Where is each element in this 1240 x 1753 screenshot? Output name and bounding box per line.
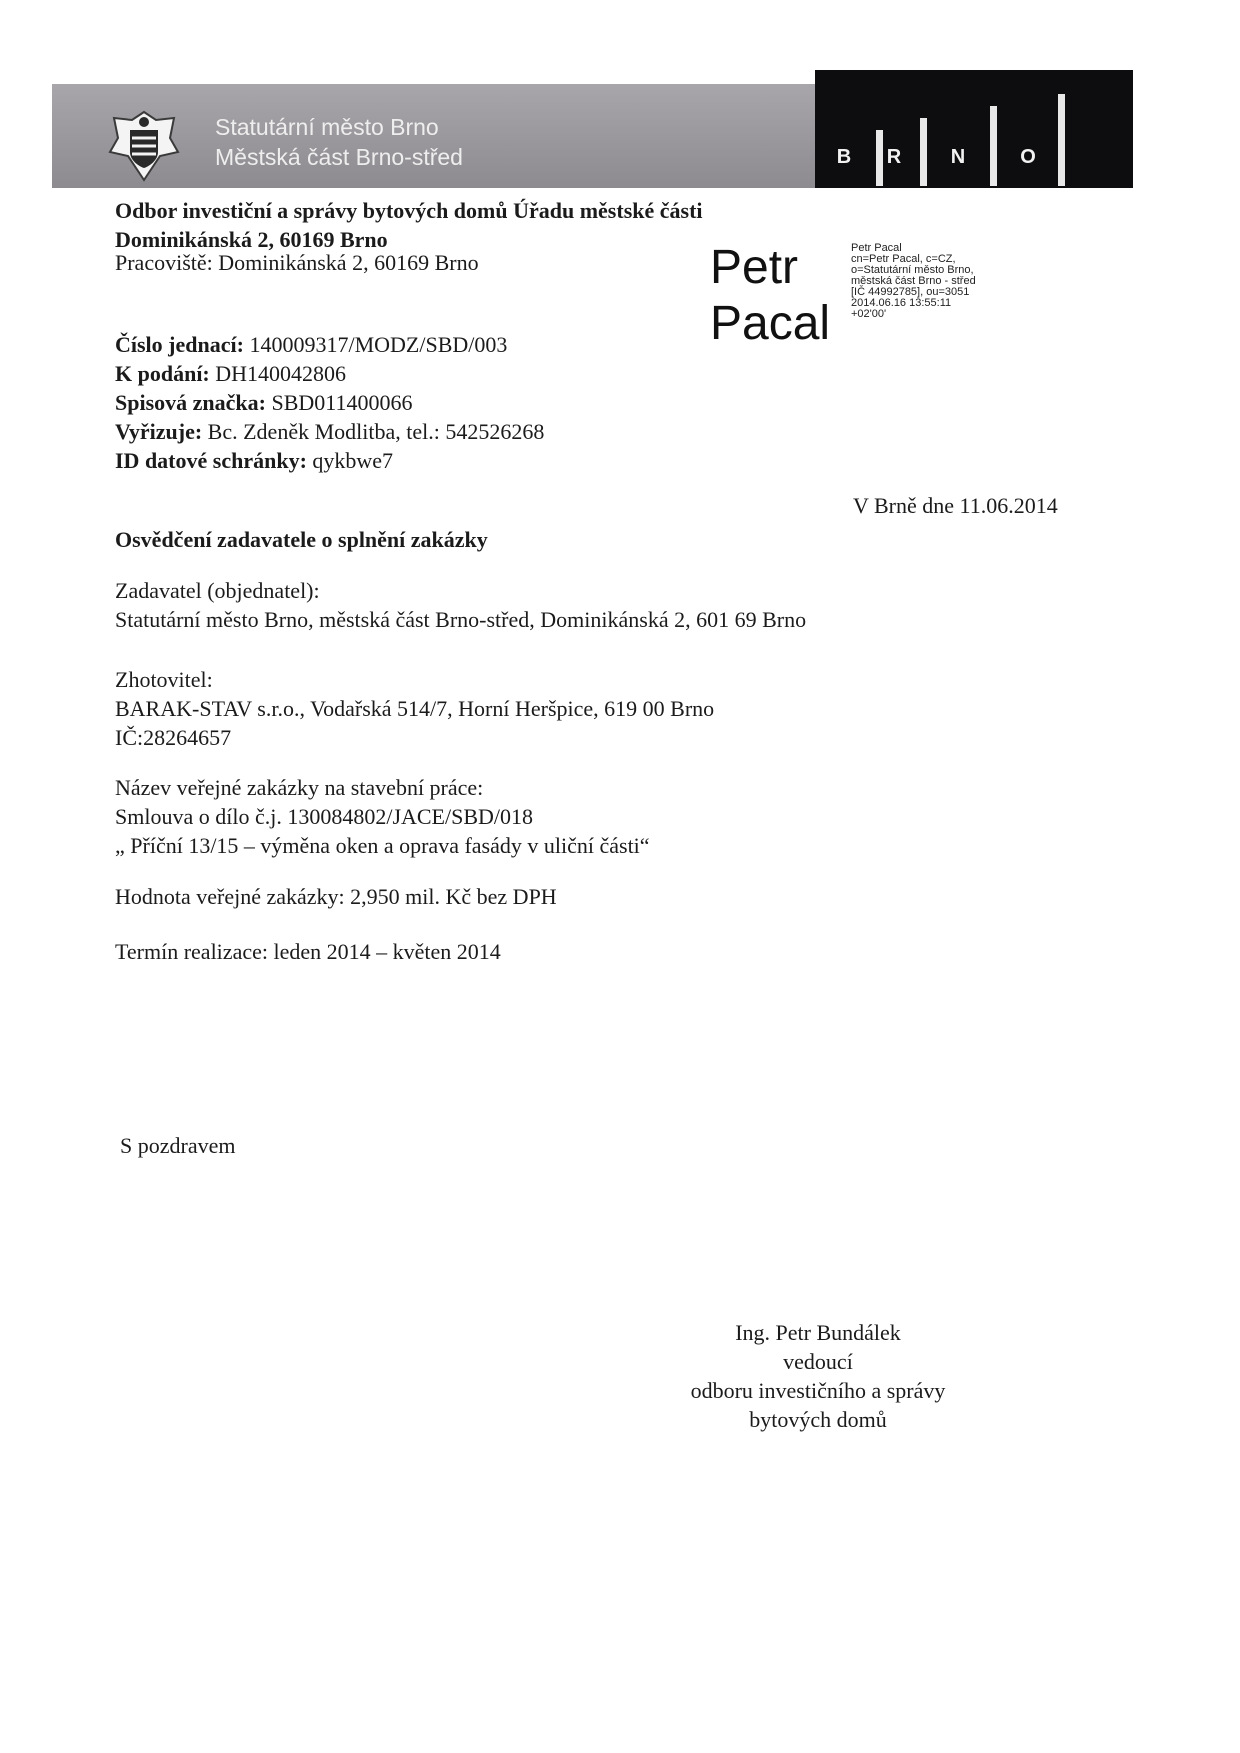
department-address: Dominikánská 2, 60169 Brno	[115, 227, 388, 252]
contractor	[115, 665, 714, 752]
closing-greeting: S pozdravem	[120, 1133, 236, 1158]
department-name: Odbor investiční a správy bytových domů Úřadu městské části	[115, 198, 703, 223]
brand-letter-n: N	[950, 146, 966, 168]
date-place: V Brně dne 11.06.2014	[853, 493, 1058, 518]
file-mark-value: SBD011400066	[265, 390, 413, 415]
databox-label: ID datové schránky:	[115, 448, 307, 473]
department-heading	[115, 196, 703, 254]
municipality-name	[215, 112, 463, 172]
contract-label: Název veřejné zakázky na stavební práce:	[115, 775, 484, 800]
reference-block	[115, 330, 544, 475]
contracting-authority	[115, 576, 806, 634]
contract-value: Hodnota veřejné zakázky: 2,950 mil. Kč bez DPH	[115, 884, 557, 909]
handler-row	[115, 417, 544, 446]
submission-label: K podání:	[115, 361, 210, 386]
signatory-unit: bytových domů	[749, 1407, 887, 1432]
signatory-block	[668, 1318, 968, 1434]
district-name: Městská část Brno-střed	[215, 144, 463, 170]
handler-label: Vyřizuje:	[115, 419, 203, 444]
submission-value: DH140042806	[209, 361, 347, 386]
databox-row	[115, 446, 544, 475]
contract-name: „ Příční 13/15 – výměna oken a oprava fasády v uliční části“	[115, 833, 650, 858]
signature-detail: [IČ 44992785], ou=3051	[851, 286, 970, 298]
signature-detail: +02'00'	[851, 308, 887, 320]
contractor-value: BARAK-STAV s.r.o., Vodařská 514/7, Horní Heršpice, 619 00 Brno	[115, 696, 715, 721]
document-subject: Osvědčení zadavatele o splnění zakázky	[115, 527, 488, 552]
reference-number-label: Číslo jednací:	[115, 332, 244, 357]
digital-signature-name	[710, 240, 830, 352]
brand-divider	[1058, 94, 1065, 186]
signatory-position: vedoucí	[783, 1349, 853, 1374]
contracting-authority-value: Statutární město Brno, městská část Brno-střed, Dominikánská 2, 601 69 Brno	[115, 607, 807, 632]
submission-row	[115, 359, 544, 388]
realization-term: Termín realizace: leden 2014 – květen 2014	[115, 939, 501, 964]
signature-detail: městská část Brno - střed	[851, 275, 976, 287]
signature-detail: 2014.06.16 13:55:11	[851, 297, 952, 309]
signature-first-name: Petr	[710, 241, 799, 294]
signature-last-name: Pacal	[710, 297, 831, 350]
contracting-authority-label: Zadavatel (objednatel):	[115, 578, 320, 603]
signatory-unit: odboru investičního a správy	[690, 1378, 946, 1403]
digital-signature-details	[851, 243, 976, 320]
handler-value: Bc. Zdeněk Modlitba, tel.: 542526268	[202, 419, 545, 444]
brand-letter-r: R	[886, 146, 902, 168]
brand-divider	[990, 106, 997, 186]
brand-letter-b: B	[836, 146, 852, 168]
contract-number: Smlouva o dílo č.j. 130084802/JACE/SBD/018	[115, 804, 534, 829]
reference-number-value: 140009317/MODZ/SBD/003	[243, 332, 508, 357]
brand-letter-o: O	[1020, 146, 1036, 168]
brand-divider	[920, 118, 927, 186]
file-mark-label: Spisová značka:	[115, 390, 266, 415]
file-mark-row	[115, 388, 544, 417]
reference-number-row	[115, 330, 544, 359]
signature-detail: cn=Petr Pacal, c=CZ,	[851, 253, 956, 265]
contract-details	[115, 773, 650, 860]
signatory-name: Ing. Petr Bundálek	[735, 1320, 901, 1345]
workplace-address: Pracoviště: Dominikánská 2, 60169 Brno	[115, 250, 479, 275]
contractor-ico: IČ:28264657	[115, 725, 232, 750]
signature-detail: Petr Pacal	[851, 242, 902, 254]
signature-detail: o=Statutární město Brno,	[851, 264, 974, 276]
databox-value: qykbwe7	[306, 448, 394, 473]
contractor-label: Zhotovitel:	[115, 667, 213, 692]
city-name: Statutární město Brno	[215, 114, 439, 140]
brno-coat-of-arms-icon	[104, 108, 184, 184]
